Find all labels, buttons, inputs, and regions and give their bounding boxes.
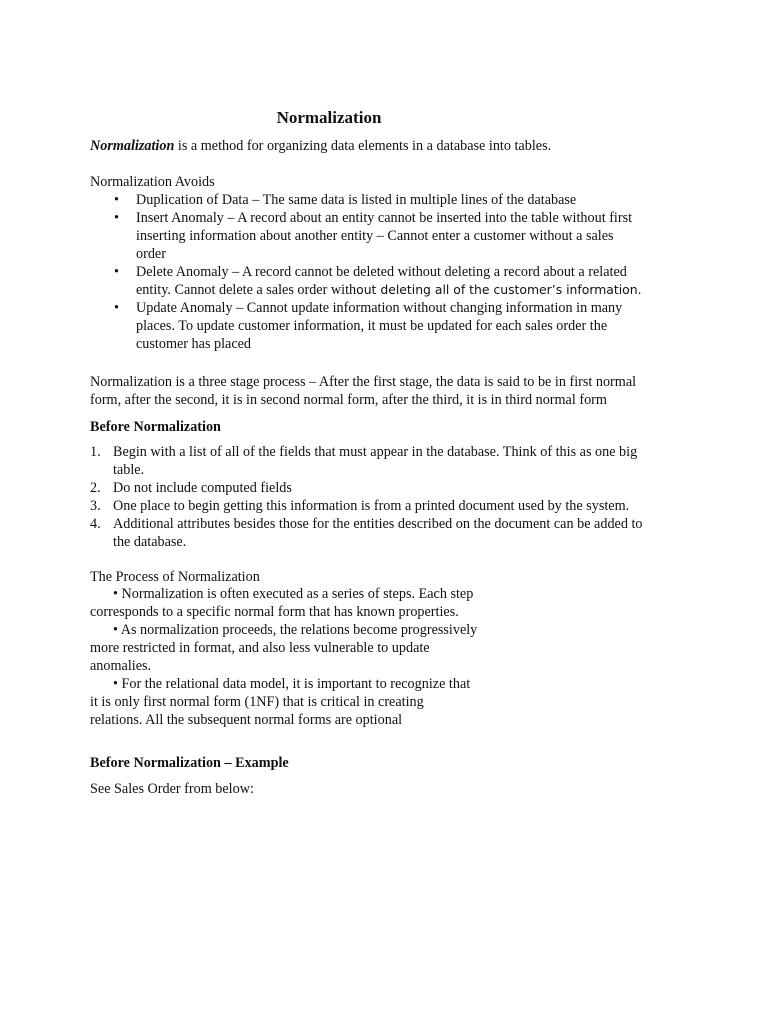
list-item: 2. Do not include computed fields (90, 480, 292, 496)
avoids-list (90, 191, 690, 353)
intro-text: is a method for organizing data elements in a database into tables. (174, 138, 552, 154)
example-text: See Sales Order from below: (90, 781, 254, 797)
list-item: • Duplication of Data – The same data is listed in multiple lines of the database (114, 192, 577, 208)
list-item: 3. One place to begin getting this information is from a printed document used by the system. (90, 498, 630, 514)
list-item: 1. Begin with a list of all of the fields that must appear in the database. Think of this as one big table. (90, 444, 638, 478)
intro-term: Normalization (90, 138, 175, 154)
process-heading: The Process of Normalization (90, 569, 260, 585)
bullet-icon: • (114, 210, 119, 226)
avoids-heading: Normalization Avoids (90, 174, 215, 190)
sans-fragment: out deleting all of the customer’s information. (356, 282, 642, 297)
before-steps-list (90, 443, 690, 551)
process-paragraph: • Normalization is often executed as a series of steps. Each step corresponds to a specific normal form that has known properties. • As normalization proceeds, the relations become progressively more restricted in format, and also less vulnerable to update anomalies. • For the relational data model, it is important to recognize that it is only first normal form (1NF) that is critical in creating relations. All the subsequent normal forms are optional (90, 586, 478, 728)
bullet-icon: • (114, 300, 119, 316)
example-heading: Before Normalization – Example (90, 755, 289, 771)
list-item: 4. Additional attributes besides those for the entities described on the document can be added to the database. (90, 516, 643, 550)
bullet-icon: • (114, 264, 119, 280)
three-stage-paragraph: Normalization is a three stage process – After the first stage, the data is said to be in first normal form, after the second, it is in second normal form, after the third, it is in third normal form (90, 374, 637, 408)
before-normalization-heading: Before Normalization (90, 419, 221, 435)
list-item: • Insert Anomaly – A record about an entity cannot be inserted into the table without first inserting information about another entity – Cannot enter a customer without a sales order (114, 210, 633, 262)
bullet-icon: • (114, 192, 119, 208)
list-item: • Delete Anomaly – A record cannot be deleted without deleting a record about a related entity. Cannot delete a sales order without deleting all of the customer’s information. (114, 264, 642, 298)
page-title: Normalization (276, 108, 382, 127)
list-item: • Update Anomaly – Cannot update information without changing information in many places. To update customer information, it must be updated for each sales order the customer has placed (114, 300, 623, 352)
intro-paragraph (90, 137, 551, 155)
